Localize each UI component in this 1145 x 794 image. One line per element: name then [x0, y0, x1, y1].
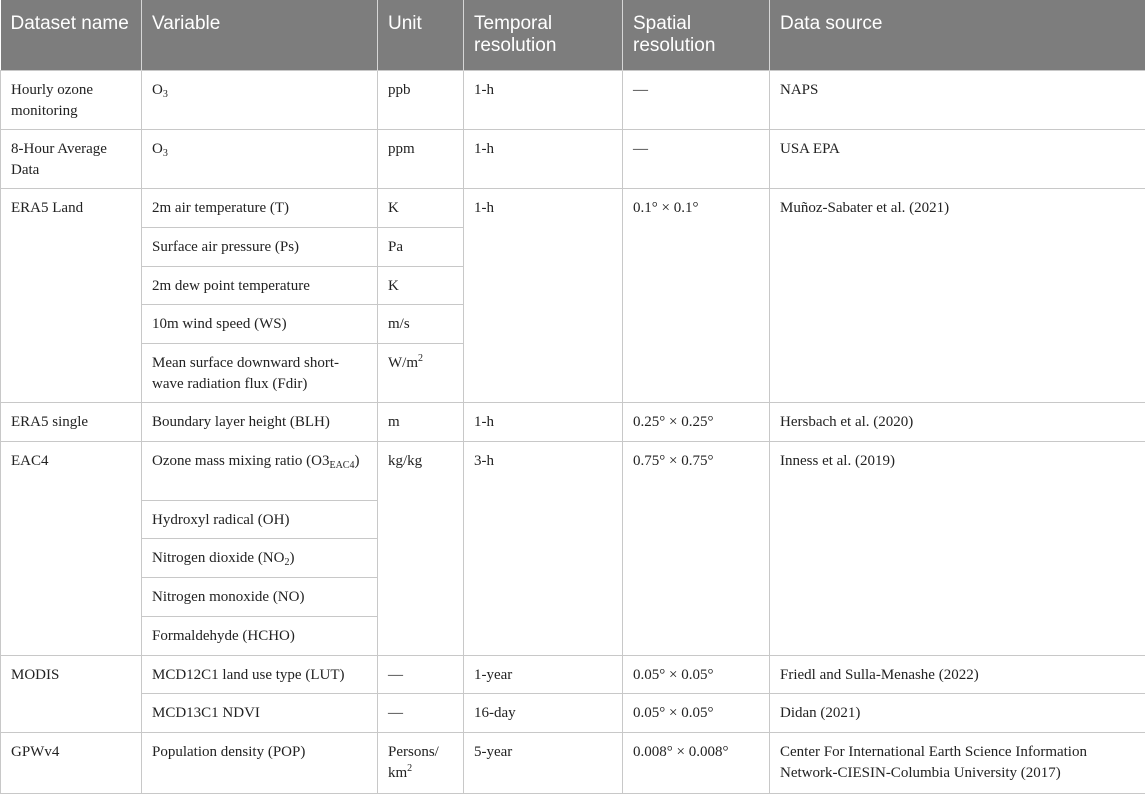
table-row — [1, 732, 1145, 793]
header-unit: Unit — [378, 0, 464, 70]
spatial-cell: — — [623, 129, 770, 188]
variable-cell — [142, 538, 378, 577]
temporal-cell: 1-h — [464, 402, 623, 441]
header-dataset-name: Dataset name — [1, 0, 142, 70]
variable-text: O — [152, 141, 163, 157]
unit-cell: m/s — [378, 304, 464, 343]
spatial-cell: 0.05° × 0.05° — [623, 693, 770, 732]
dataset-cell: Hourly ozone monitoring — [1, 70, 142, 129]
temporal-cell: 1-h — [464, 129, 623, 188]
unit-superscript: 2 — [407, 763, 412, 774]
source-cell: Muñoz-Sabater et al. (2021) — [770, 188, 1145, 402]
unit-cell — [378, 732, 464, 793]
table-row — [1, 129, 1145, 188]
unit-superscript: 2 — [418, 353, 423, 364]
unit-cell: — — [378, 693, 464, 732]
variable-subscript: EAC4 — [329, 460, 354, 471]
variable-cell: 2m air temperature (T) — [142, 188, 378, 227]
header-spatial-resolution: Spatial resolution — [623, 0, 770, 70]
spatial-cell: 0.75° × 0.75° — [623, 441, 770, 655]
header-data-source: Data source — [770, 0, 1145, 70]
variable-text: Nitrogen dioxide (NO — [152, 550, 284, 566]
temporal-cell: 1-h — [464, 70, 623, 129]
variable-cell: MCD12C1 land use type (LUT) — [142, 655, 378, 693]
table-row — [1, 70, 1145, 129]
dataset-cell: MODIS — [1, 655, 142, 732]
header-row — [1, 0, 1145, 70]
source-cell: Center For International Earth Science Information Network-CIESIN-Columbia University (2017) — [770, 732, 1145, 793]
variable-cell — [142, 441, 378, 500]
variable-cell: Population density (POP) — [142, 732, 378, 793]
unit-text: Persons/ km — [388, 744, 439, 781]
dataset-cell: GPWv4 — [1, 732, 142, 793]
spatial-cell: 0.25° × 0.25° — [623, 402, 770, 441]
variable-cell — [142, 70, 378, 129]
variable-cell: Boundary layer height (BLH) — [142, 402, 378, 441]
table-header — [1, 0, 1145, 70]
dataset-cell: ERA5 Land — [1, 188, 142, 402]
spatial-cell: 0.05° × 0.05° — [623, 655, 770, 693]
variable-cell: Formaldehyde (HCHO) — [142, 616, 378, 655]
variable-cell: 2m dew point temperature — [142, 266, 378, 304]
source-cell: Inness et al. (2019) — [770, 441, 1145, 655]
unit-cell: — — [378, 655, 464, 693]
variable-subscript: 3 — [163, 89, 168, 100]
variable-text-end: ) — [354, 453, 359, 469]
header-variable: Variable — [142, 0, 378, 70]
header-temporal-resolution: Temporal resolution — [464, 0, 623, 70]
source-cell: USA EPA — [770, 129, 1145, 188]
spatial-cell: 0.1° × 0.1° — [623, 188, 770, 402]
variable-cell: MCD13C1 NDVI — [142, 693, 378, 732]
unit-cell: ppm — [378, 129, 464, 188]
table-body — [1, 70, 1145, 793]
source-cell: Didan (2021) — [770, 693, 1145, 732]
temporal-cell: 5-year — [464, 732, 623, 793]
dataset-cell: ERA5 single — [1, 402, 142, 441]
dataset-cell: EAC4 — [1, 441, 142, 655]
temporal-cell: 1-year — [464, 655, 623, 693]
spatial-cell: — — [623, 70, 770, 129]
source-cell: Hersbach et al. (2020) — [770, 402, 1145, 441]
unit-cell: m — [378, 402, 464, 441]
variable-subscript: 2 — [284, 557, 289, 568]
source-cell: NAPS — [770, 70, 1145, 129]
table-row — [1, 188, 1145, 227]
variable-cell: Surface air pressure (Ps) — [142, 227, 378, 266]
unit-cell: Pa — [378, 227, 464, 266]
spatial-cell: 0.008° × 0.008° — [623, 732, 770, 793]
temporal-cell: 16-day — [464, 693, 623, 732]
unit-cell: K — [378, 266, 464, 304]
variable-cell — [142, 129, 378, 188]
variable-cell: Nitrogen monoxide (NO) — [142, 577, 378, 616]
temporal-cell: 1-h — [464, 188, 623, 402]
unit-cell: kg/kg — [378, 441, 464, 655]
variable-cell: 10m wind speed (WS) — [142, 304, 378, 343]
unit-text: W/m — [388, 355, 418, 371]
table-row — [1, 402, 1145, 441]
variable-text: Ozone mass mixing ratio (O3 — [152, 453, 329, 469]
unit-cell: ppb — [378, 70, 464, 129]
source-cell: Friedl and Sulla-Menashe (2022) — [770, 655, 1145, 693]
unit-cell — [378, 343, 464, 402]
dataset-cell: 8-Hour Average Data — [1, 129, 142, 188]
table-row — [1, 693, 1145, 732]
temporal-cell: 3-h — [464, 441, 623, 655]
variable-cell: Hydroxyl radical (OH) — [142, 500, 378, 538]
variable-text: O — [152, 82, 163, 98]
variable-cell: Mean surface downward short-wave radiation flux (Fdir) — [142, 343, 378, 402]
unit-cell: K — [378, 188, 464, 227]
variable-subscript: 3 — [163, 148, 168, 159]
table-row — [1, 441, 1145, 500]
table-row — [1, 655, 1145, 693]
variable-text-end: ) — [289, 550, 294, 566]
